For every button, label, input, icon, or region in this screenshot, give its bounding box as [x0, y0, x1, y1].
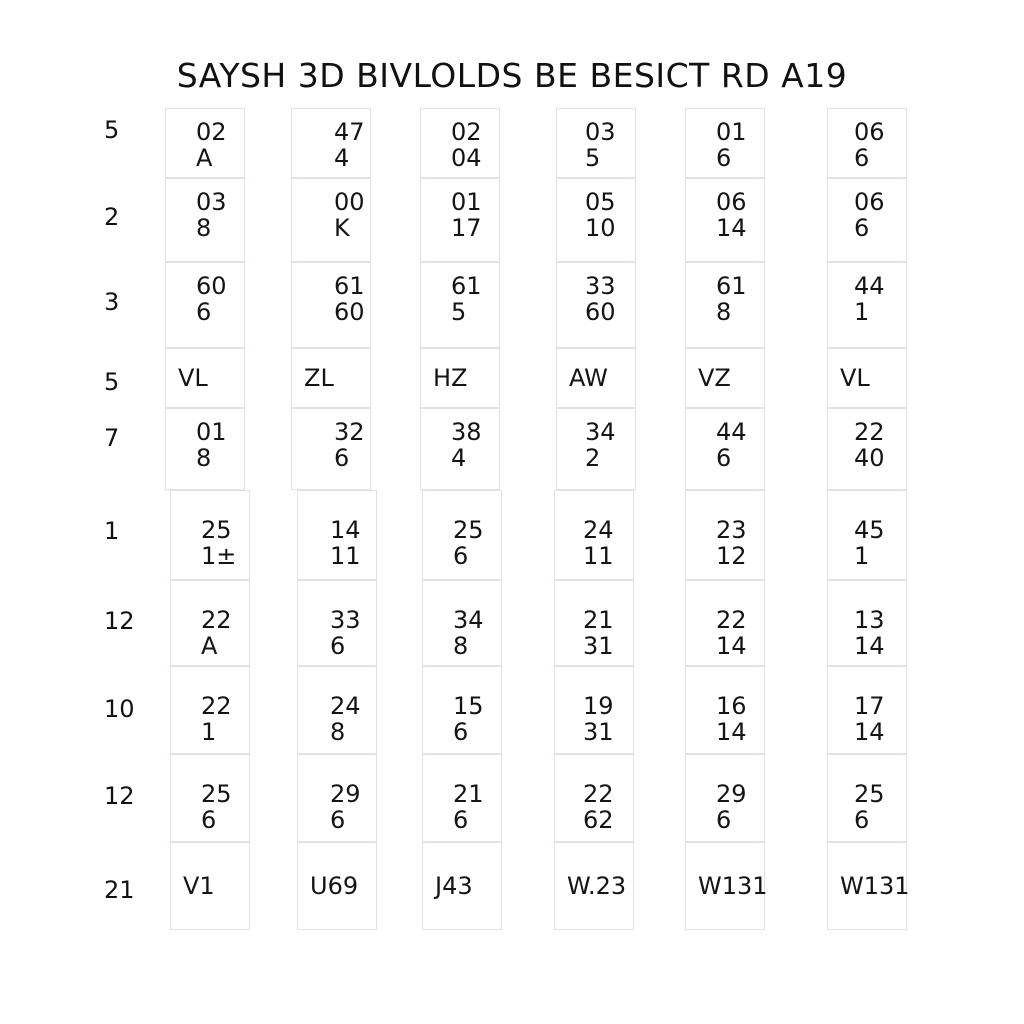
cell-value-top: 01 [196, 418, 227, 446]
cell-value-bottom: 10 [585, 214, 616, 242]
grid-cell [685, 348, 765, 408]
grid-cell [420, 348, 500, 408]
cell-value-bottom: 4 [451, 444, 467, 472]
cell-value-top: 25 [453, 516, 484, 544]
grid-cell [422, 580, 502, 666]
page-title: SAYSH 3D BIVLOLDS BE BESICT RD A19 [176, 56, 848, 95]
grid-cell [827, 408, 907, 490]
cell-value-top: 34 [585, 418, 616, 446]
grid-cell [827, 580, 907, 666]
cell-value-top: 29 [330, 780, 361, 808]
grid-cell [422, 842, 502, 930]
row-label: 3 [104, 288, 120, 316]
cell-value-top: HZ [433, 364, 468, 392]
grid-cell [685, 490, 765, 580]
grid-cell [554, 666, 634, 754]
cell-value-top: 03 [585, 118, 616, 146]
cell-value-top: 60 [196, 272, 227, 300]
cell-value-top: 22 [854, 418, 885, 446]
grid-cell [685, 842, 768, 930]
grid-cell [554, 842, 634, 930]
cell-value-bottom: 6 [716, 806, 732, 834]
cell-value-bottom: K [334, 214, 350, 242]
grid-cell [291, 408, 371, 490]
grid-cell [420, 262, 500, 348]
cell-value-top: 21 [583, 606, 614, 634]
cell-value-top: 01 [716, 118, 747, 146]
cell-value-top: 32 [334, 418, 365, 446]
grid-cell [170, 666, 250, 754]
cell-value-bottom: 60 [585, 298, 616, 326]
cell-value-bottom: 8 [196, 214, 212, 242]
cell-value-bottom: 6 [201, 806, 217, 834]
row-label: 21 [104, 876, 135, 904]
grid-cell [685, 666, 765, 754]
cell-value-top: 23 [716, 516, 747, 544]
grid-cell [556, 408, 636, 490]
cell-value-top: 61 [716, 272, 747, 300]
grid-cell [297, 580, 377, 666]
cell-value-bottom: 14 [716, 632, 747, 660]
cell-value-bottom: 6 [330, 632, 346, 660]
cell-value-top: 06 [854, 188, 885, 216]
cell-value-bottom: 14 [854, 718, 885, 746]
cell-value-top: 03 [196, 188, 227, 216]
cell-value-bottom: 60 [334, 298, 365, 326]
cell-value-bottom: 6 [334, 444, 350, 472]
cell-value-bottom: 8 [453, 632, 469, 660]
grid-cell [420, 178, 500, 262]
grid-cell [827, 262, 907, 348]
cell-value-bottom: 14 [716, 214, 747, 242]
cell-value-top: 15 [453, 692, 484, 720]
grid-cell [170, 842, 250, 930]
cell-value-bottom: 1 [854, 542, 870, 570]
cell-value-bottom: 31 [583, 718, 614, 746]
row-label: 10 [104, 695, 135, 723]
cell-value-bottom: 4 [334, 144, 350, 172]
cell-value-top: 45 [854, 516, 885, 544]
cell-value-top: 38 [451, 418, 482, 446]
cell-value-top: 61 [451, 272, 482, 300]
cell-value-top: 22 [201, 692, 232, 720]
grid-cell [291, 178, 371, 262]
row-label: 1 [104, 517, 120, 545]
cell-value-top: 00 [334, 188, 365, 216]
cell-value-bottom: 6 [854, 144, 870, 172]
grid-cell [297, 666, 377, 754]
grid-cell [827, 178, 907, 262]
grid-cell [422, 490, 502, 580]
cell-value-top: VL [178, 364, 208, 392]
cell-value-top: 44 [854, 272, 885, 300]
grid-cell [297, 842, 377, 930]
grid-cell [165, 108, 245, 178]
grid-cell [556, 348, 636, 408]
grid-cell [291, 262, 371, 348]
grid-cell [170, 754, 250, 842]
cell-value-bottom: 1 [854, 298, 870, 326]
cell-value-bottom: A [196, 144, 213, 172]
cell-value-top: 33 [330, 606, 361, 634]
grid-cell [556, 262, 636, 348]
grid-cell [685, 108, 765, 178]
cell-value-top: 25 [201, 780, 232, 808]
cell-value-bottom: 17 [451, 214, 482, 242]
cell-value-bottom: 6 [854, 806, 870, 834]
grid-cell [556, 108, 636, 178]
cell-value-top: 24 [583, 516, 614, 544]
cell-value-top: 06 [854, 118, 885, 146]
cell-value-top: 14 [330, 516, 361, 544]
cell-value-bottom: 6 [453, 718, 469, 746]
grid-cell [170, 580, 250, 666]
cell-value-bottom: 6 [196, 298, 212, 326]
row-label: 12 [104, 607, 135, 635]
cell-value-top: J43 [435, 872, 473, 900]
cell-value-bottom: 1± [201, 542, 237, 570]
grid-cell [685, 178, 765, 262]
cell-value-top: 25 [854, 780, 885, 808]
cell-value-bottom: 6 [453, 542, 469, 570]
row-label: 12 [104, 782, 135, 810]
cell-value-bottom: 11 [583, 542, 614, 570]
cell-value-bottom: 14 [716, 718, 747, 746]
cell-value-top: W131 [698, 872, 768, 900]
cell-value-bottom: 6 [716, 444, 732, 472]
cell-value-bottom: 2 [585, 444, 601, 472]
cell-value-top: 05 [585, 188, 616, 216]
grid-cell [827, 348, 907, 408]
cell-value-top: 22 [716, 606, 747, 634]
grid-cell [554, 490, 634, 580]
row-label: 5 [104, 368, 120, 396]
grid-cell [165, 408, 245, 490]
cell-value-top: 16 [716, 692, 747, 720]
grid-cell [827, 108, 907, 178]
row-label: 5 [104, 116, 120, 144]
row-label: 7 [104, 424, 120, 452]
grid-cell [297, 754, 377, 842]
grid-cell [420, 408, 500, 490]
cell-value-top: 06 [716, 188, 747, 216]
cell-value-top: 47 [334, 118, 365, 146]
cell-value-bottom: 5 [585, 144, 601, 172]
grid-cell [170, 490, 250, 580]
cell-value-bottom: 6 [330, 806, 346, 834]
cell-value-top: 02 [196, 118, 227, 146]
grid-cell [420, 108, 500, 178]
cell-value-top: 24 [330, 692, 361, 720]
cell-value-bottom: 1 [201, 718, 217, 746]
grid-cell [297, 490, 377, 580]
cell-value-top: 17 [854, 692, 885, 720]
cell-value-bottom: 6 [453, 806, 469, 834]
cell-value-top: VL [840, 364, 870, 392]
cell-value-top: W.23 [567, 872, 627, 900]
cell-value-bottom: 31 [583, 632, 614, 660]
cell-value-top: 33 [585, 272, 616, 300]
cell-value-top: V1 [183, 872, 215, 900]
grid-cell [827, 754, 907, 842]
grid-cell [165, 348, 245, 408]
cell-value-top: 29 [716, 780, 747, 808]
cell-value-top: 22 [201, 606, 232, 634]
cell-value-bottom: 6 [716, 144, 732, 172]
grid-cell [165, 178, 245, 262]
grid-cell [422, 754, 502, 842]
grid-cell [827, 490, 907, 580]
cell-value-top: W131 [840, 872, 910, 900]
cell-value-top: 01 [451, 188, 482, 216]
cell-value-bottom: 6 [854, 214, 870, 242]
grid-cell [422, 666, 502, 754]
cell-value-top: VZ [698, 364, 731, 392]
cell-value-top: 61 [334, 272, 365, 300]
cell-value-bottom: 12 [716, 542, 747, 570]
cell-value-bottom: 62 [583, 806, 614, 834]
grid-cell [827, 842, 910, 930]
cell-value-bottom: 14 [854, 632, 885, 660]
cell-value-top: 44 [716, 418, 747, 446]
cell-value-bottom: 8 [716, 298, 732, 326]
cell-value-top: 22 [583, 780, 614, 808]
grid-cell [685, 580, 765, 666]
cell-value-top: 34 [453, 606, 484, 634]
cell-value-bottom: 40 [854, 444, 885, 472]
row-label: 2 [104, 203, 120, 231]
cell-value-bottom: 8 [196, 444, 212, 472]
cell-value-top: AW [569, 364, 608, 392]
grid-cell [685, 754, 765, 842]
cell-value-top: U69 [310, 872, 359, 900]
grid-cell [165, 262, 245, 348]
grid-cell [685, 408, 765, 490]
cell-value-bottom: A [201, 632, 218, 660]
cell-value-bottom: 5 [451, 298, 467, 326]
grid-cell [685, 262, 765, 348]
cell-value-top: 19 [583, 692, 614, 720]
grid-cell [291, 108, 371, 178]
cell-value-top: 21 [453, 780, 484, 808]
cell-value-bottom: 8 [330, 718, 346, 746]
cell-value-top: 13 [854, 606, 885, 634]
grid-cell [827, 666, 907, 754]
cell-value-top: ZL [304, 364, 334, 392]
cell-value-bottom: 11 [330, 542, 361, 570]
cell-value-top: 25 [201, 516, 232, 544]
grid-cell [291, 348, 371, 408]
cell-value-bottom: 04 [451, 144, 482, 172]
cell-value-top: 02 [451, 118, 482, 146]
grid-cell [554, 754, 634, 842]
grid-cell [554, 580, 634, 666]
grid-cell [556, 178, 636, 262]
